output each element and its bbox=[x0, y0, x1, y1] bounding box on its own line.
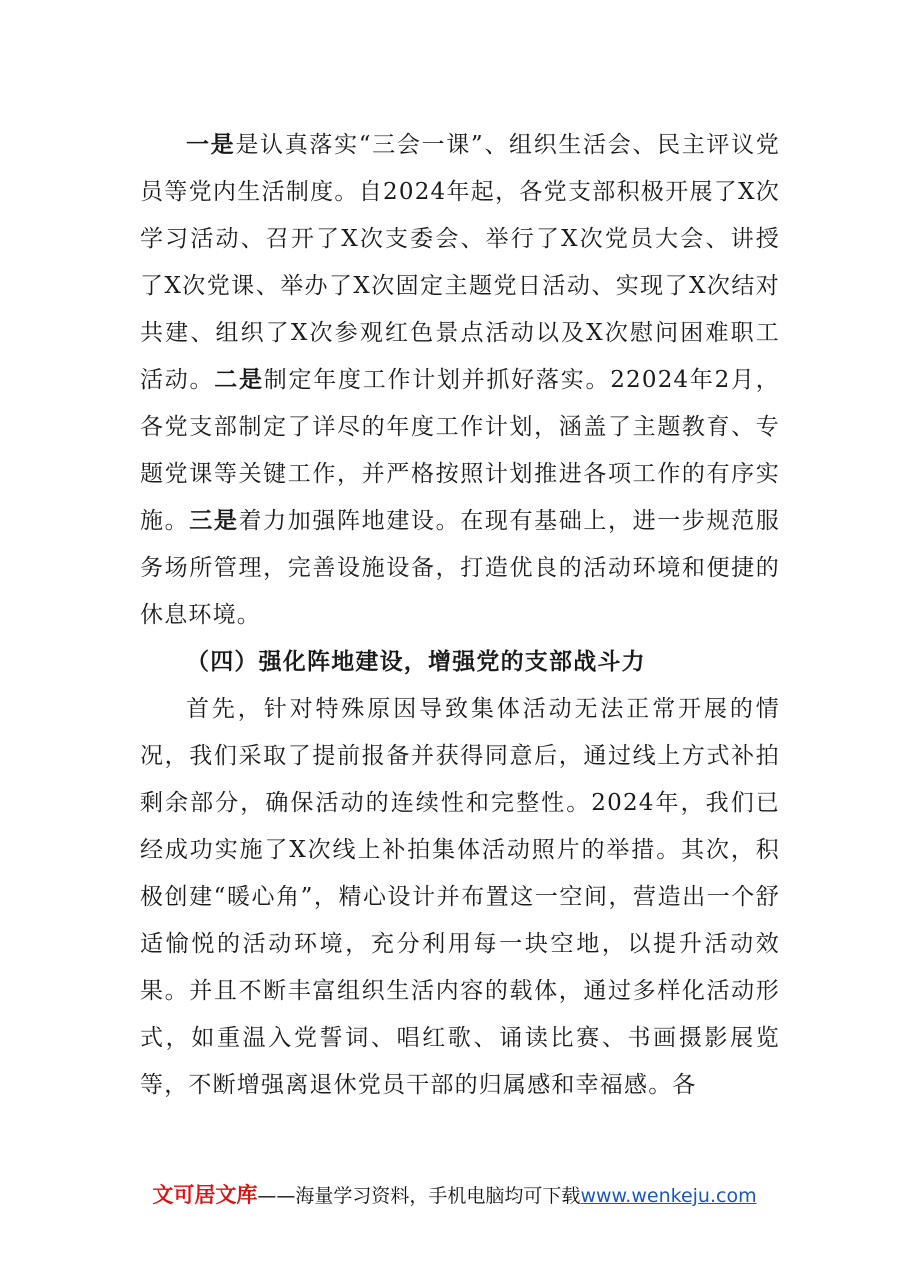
document-body bbox=[140, 122, 780, 1109]
lead-first: 一是 bbox=[186, 132, 236, 158]
paragraph-1-text-c: 着力加强阵地建设。在现有基础上，进一步规范服务场所管理，完善设施设备，打造优良的活动环境和便捷的休息环境。 bbox=[140, 508, 780, 628]
paragraph-1-text-a: 是认真落实“三会一课”、组织生活会、民主评议党员等党内生活制度。自2024年起，各党支部积极开展了X次学习活动、召开了X次支委会、举行了X次党员大会、讲授了X次党课、举办了X次固定主题党日活动、实现了X次结对共建、组织了X次参观红色景点活动以及X次慰问困难职工活动。 bbox=[140, 132, 780, 393]
paragraph-1-text-b: 制定年度工作计划并抓好落实。22024年2月，各党支部制定了详尽的年度工作计划，涵盖了主题教育、专题党课等关键工作，并严格按照计划推进各项工作的有序实施。 bbox=[140, 367, 780, 534]
paragraph-1 bbox=[140, 122, 780, 639]
footer-tagline: ——海量学习资料，手机电脑均可下载 bbox=[257, 1185, 581, 1207]
section-heading: （四）强化阵地建设，增强党的支部战斗力 bbox=[186, 649, 646, 675]
lead-second: 二是 bbox=[214, 367, 264, 393]
lead-third: 三是 bbox=[189, 508, 239, 534]
footer-link[interactable]: www.wenkeju.com bbox=[580, 1185, 757, 1207]
paragraph-2: 首先，针对特殊原因导致集体活动无法正常开展的情况，我们采取了提前报备并获得同意后，通过线上方式补拍剩余部分，确保活动的连续性和完整性。2024年，我们已经成功实施了X次线上补拍集体活动照片的举措。其次，积极创建“暖心角”，精心设计并布置这一空间，营造出一个舒适愉悦的活动环境，充分利用每一块空地，以提升活动效果。并且不断丰富组织生活内容的载体，通过多样化活动形式，如重温入党誓词、唱红歌、诵读比赛、书画摄影展览等，不断增强离退休党员干部的归属感和幸福感。各 bbox=[140, 696, 780, 1098]
footer-brand: 文可居文库 bbox=[152, 1183, 258, 1207]
footer-banner bbox=[0, 1180, 909, 1211]
